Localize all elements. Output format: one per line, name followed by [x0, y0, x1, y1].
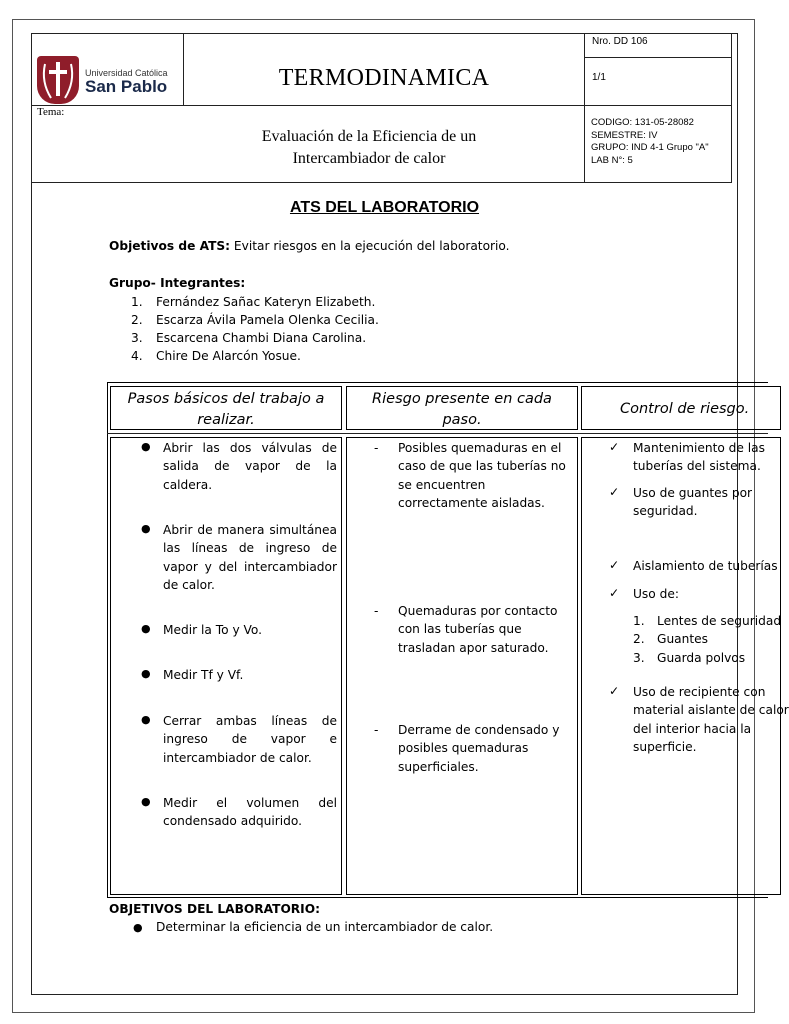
course-codes [591, 117, 709, 167]
bullet-icon: ● [141, 795, 151, 808]
checkmark-icon: ✓ [609, 558, 620, 572]
riesgo-item: Derrame de condensado y posibles quemaduras superficiales. [398, 723, 560, 774]
grupo-label: Grupo- Integrantes: [109, 276, 246, 290]
riesgo-item: Quemaduras por contacto con las tuberías que trasladan apor saturado. [398, 604, 558, 655]
checkmark-icon: ✓ [609, 684, 620, 698]
control-item: Aislamiento de tuberías [633, 559, 778, 573]
paso-item: Medir la To y Vo. [163, 623, 263, 637]
member-item: 2. Escarza Ávila Pamela Olenka Cecilia. [131, 313, 379, 327]
column-header-control: Control de riesgo. [620, 401, 750, 417]
tema-label: Tema: [37, 106, 65, 118]
page-count: 1/1 [592, 72, 606, 83]
header-cell-line-1 [584, 57, 732, 58]
header-mid-line [31, 105, 585, 106]
sublist-item: 3. Guarda polvos [633, 650, 746, 665]
checkmark-icon: ✓ [609, 440, 620, 454]
control-list [582, 433, 789, 773]
bullet-icon: ● [141, 522, 151, 535]
objetivo-lab-item: Determinar la eficiencia de un intercambiador de calor. [156, 920, 494, 934]
logo-text-line1: Universidad Católica [85, 68, 168, 78]
member-item: 1. Fernández Sañac Kateryn Elizabeth. [131, 295, 376, 309]
document-number: Nro. DD 106 [592, 36, 648, 47]
grupo-text: GRUPO: IND 4-1 Grupo "A" [591, 142, 709, 153]
document-subtitle [184, 126, 554, 170]
member-list [131, 293, 379, 365]
member-item: 4. Chire De Alarcón Yosue. [131, 349, 301, 363]
paso-item: Cerrar ambas líneas de ingreso de vapor e intercambiador de calor. [163, 714, 337, 765]
bullet-icon: ● [141, 440, 151, 453]
objetivos-ats-text: Evitar riesgos en la ejecución del laboratorio. [230, 239, 510, 253]
dash-icon: - [374, 441, 379, 455]
codigo-text: CODIGO: 131-05-28082 [591, 117, 694, 128]
paso-item: Abrir las dos válvulas de salida de vapor de la caldera. [163, 441, 337, 492]
semestre-text: SEMESTRE: IV [591, 129, 658, 141]
header-bottom-line [31, 182, 732, 183]
sublist-item: 2. Guantes [633, 632, 708, 647]
control-sublist [633, 612, 781, 667]
header-right-divider [584, 33, 585, 183]
ats-title: ATS DEL LABORATORIO [289, 199, 480, 216]
member-item: 3. Escarcena Chambi Diana Carolina. [131, 331, 367, 345]
objetivos-lab-label: OBJETIVOS DEL LABORATORIO: [109, 902, 320, 916]
control-item: Uso de recipiente con material aislante de calor del interior hacia la superficie. [633, 685, 789, 754]
bullet-icon: ● [141, 622, 151, 635]
lab-text: LAB N°: 5 [591, 154, 633, 166]
riesgo-item: Posibles quemaduras en el caso de que las tuberías no se encuentren correctamente aisladas. [398, 441, 566, 510]
checkmark-icon: ✓ [609, 586, 620, 600]
bullet-icon: ● [133, 921, 143, 934]
dash-icon: - [374, 723, 379, 737]
subtitle-line-2: Intercambiador de calor [292, 150, 446, 167]
bullet-icon: ● [141, 713, 151, 726]
dash-icon: - [374, 604, 379, 618]
subtitle-line-1: Evaluación de la Eficiencia de un [261, 128, 477, 145]
logo-text-line2: San Pablo [85, 77, 168, 96]
paso-item: Abrir de manera simultánea las líneas de ingreso de vapor y del intercambiador de calor. [163, 523, 337, 592]
bullet-icon: ● [141, 667, 151, 680]
objetivos-ats-label: Objetivos de ATS: [109, 239, 231, 253]
header-cell-line-2 [584, 105, 732, 106]
control-item: Uso de guantes por seguridad. [633, 486, 753, 519]
sublist-item: 1. Lentes de seguridad [633, 614, 782, 628]
university-logo [37, 56, 168, 104]
university-emblem-icon [37, 56, 79, 104]
control-item: Mantenimiento de las tuberías del sistema. [633, 441, 765, 474]
checkmark-icon: ✓ [609, 485, 620, 499]
paso-item: Medir Tf y Vf. [163, 668, 244, 682]
paso-item: Medir el volumen del condensado adquirido. [163, 796, 337, 829]
objetivos-ats [109, 239, 510, 253]
control-item: Uso de: [633, 587, 679, 601]
header-right-edge [731, 33, 732, 183]
column-header-riesgo: Riesgo presente en cada paso. [372, 391, 552, 428]
column-header-pasos: Pasos básicos del trabajo a realizar. [127, 391, 325, 428]
document-title: TERMODINAMICA [278, 65, 490, 91]
